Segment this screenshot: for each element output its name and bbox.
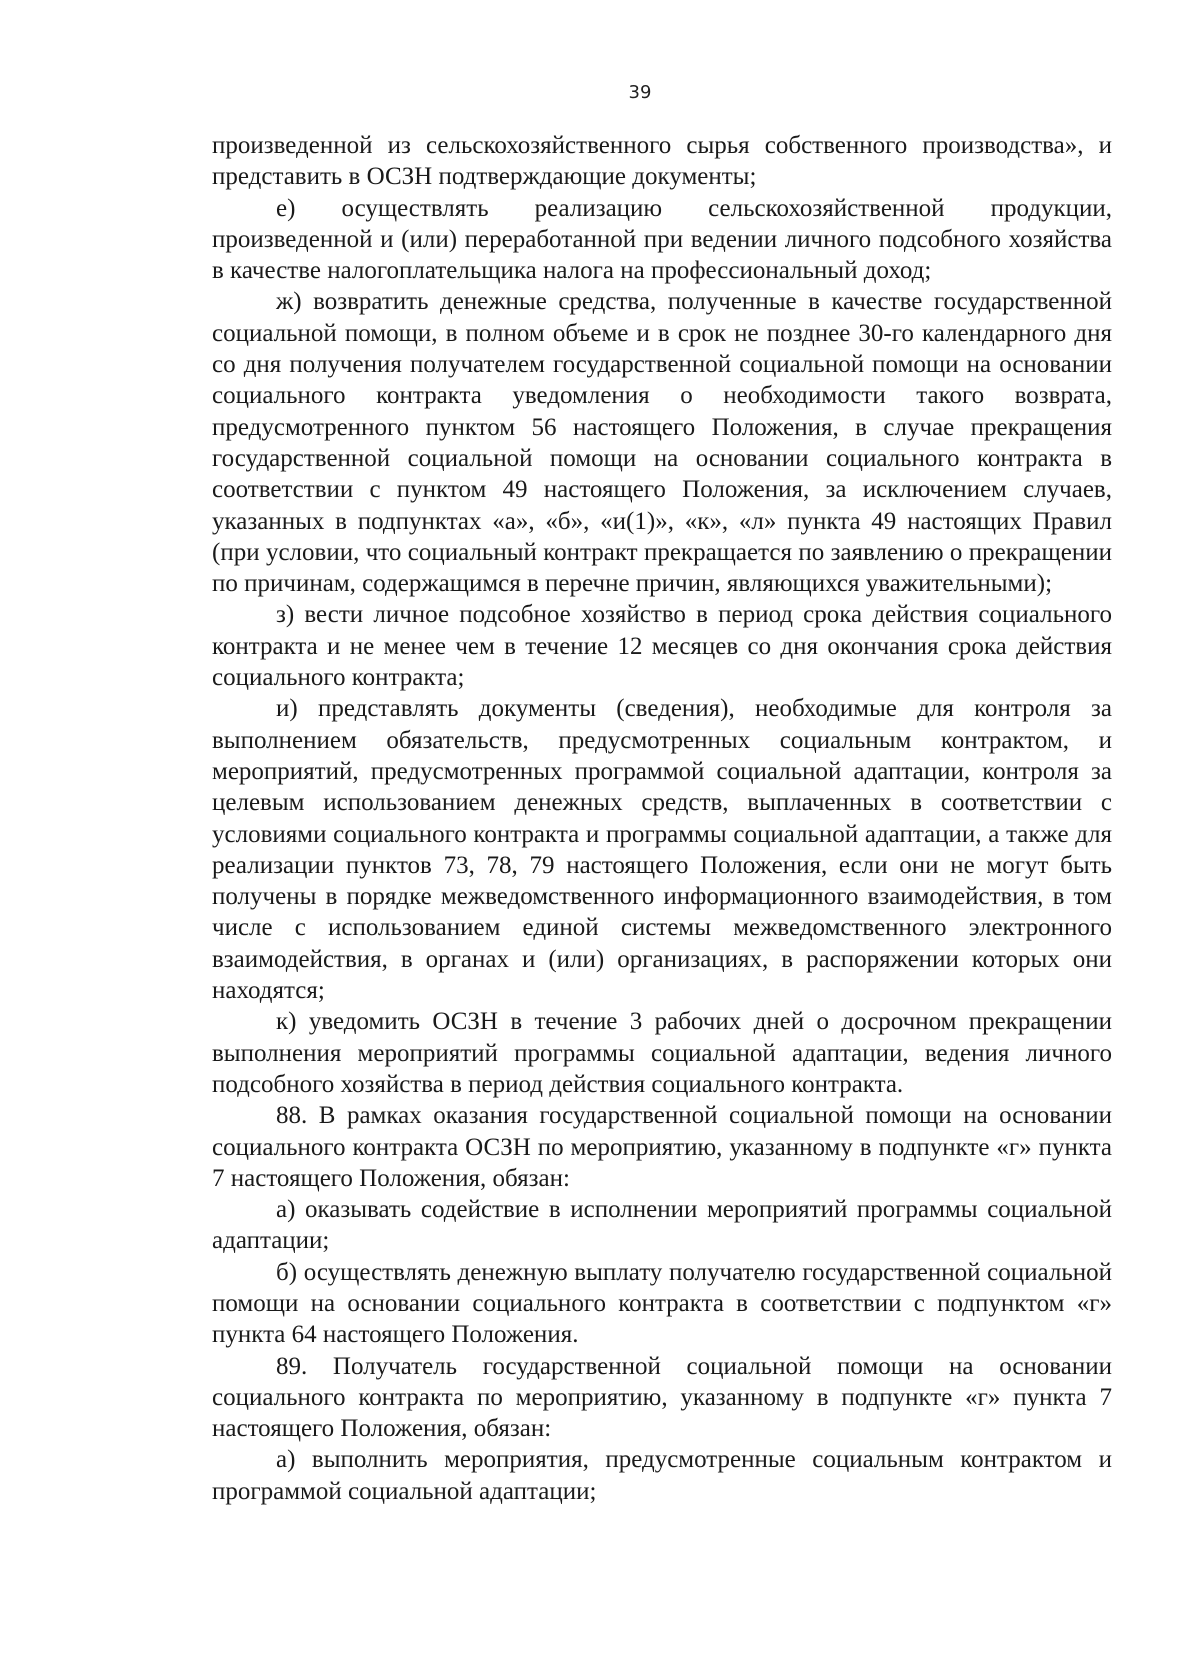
paragraph-item-i: и) представлять документы (сведения), необходимые для контроля за выполнением обязательств, предусмотренных социальным контрактом, и мероприятий, предусмотренных программой социальной адаптации, контроля за целевым использованием денежных средств, выплаченных в соответствии с условиями социального контракта и программы социальной адаптации, а также для реализации пунктов 73, 78, 79 настоящего Положения, если они не могут быть получены в порядке межведомственного информационного взаимодействия, в том числе с использованием единой системы межведомственного электронного взаимодействия, в органах и (или) организациях, в распоряжении которых они находятся; bbox=[212, 695, 1112, 1005]
paragraph-88-item-b: б) осуществлять денежную выплату получателю государственной социальной помощи на основании социального контракта в соответствии с подпунктом «г» пункта 64 настоящего Положения. bbox=[212, 1258, 1112, 1349]
paragraph-continuation: произведенной из сельскохозяйственного сырья собственного производства», и представить в ОСЗН подтверждающие документы; bbox=[212, 132, 1112, 191]
paragraph-item-z: з) вести личное подсобное хозяйство в период срока действия социального контракта и не менее чем в течение 12 месяцев со дня окончания срока действия социального контракта; bbox=[212, 601, 1112, 692]
paragraph-item-zh: ж) возвратить денежные средства, полученные в качестве государственной социальной помощи, в полном объеме и в срок не позднее 30-го календарного дня со дня получения получателем государственной социальной помощи на основании социального контракта уведомления о необходимости такого возврата, предусмотренного пунктом 56 настоящего Положения, в случае прекращения государственной социальной помощи на основании социального контракта в соответствии с пунктом 49 настоящего Положения, за исключением случаев, указанных в подпунктах «а», «б», «и(1)», «к», «л» пункта 49 настоящих Правил (при условии, что социальный контракт прекращается по заявлению о прекращении по причинам, содержащимся в перечне причин, являющихся уважительными); bbox=[212, 288, 1112, 598]
document-body bbox=[212, 130, 1112, 1507]
page-number: 39 bbox=[628, 82, 652, 103]
paragraph-88: 88. В рамках оказания государственной социальной помощи на основании социального контракта ОСЗН по мероприятию, указанному в подпункте «г» пункта 7 настоящего Положения, обязан: bbox=[212, 1102, 1112, 1192]
paragraph-88-item-a: а) оказывать содействие в исполнении мероприятий программы социальной адаптации; bbox=[212, 1196, 1112, 1255]
paragraph-item-e: е) осуществлять реализацию сельскохозяйственной продукции, произведенной и (или) переработанной при ведении личного подсобного хозяйства в качестве налогоплательщика налога на профессиональный доход; bbox=[212, 194, 1112, 285]
paragraph-item-k: к) уведомить ОСЗН в течение 3 рабочих дней о досрочном прекращении выполнения мероприятий программы социальной адаптации, ведения личного подсобного хозяйства в период действия социального контракта. bbox=[212, 1008, 1112, 1098]
paragraph-89: 89. Получатель государственной социальной помощи на основании социального контракта по мероприятию, указанному в подпункте «г» пункта 7 настоящего Положения, обязан: bbox=[212, 1352, 1112, 1443]
paragraph-89-item-a: а) выполнить мероприятия, предусмотренные социальным контрактом и программой социальной адаптации; bbox=[212, 1446, 1112, 1505]
